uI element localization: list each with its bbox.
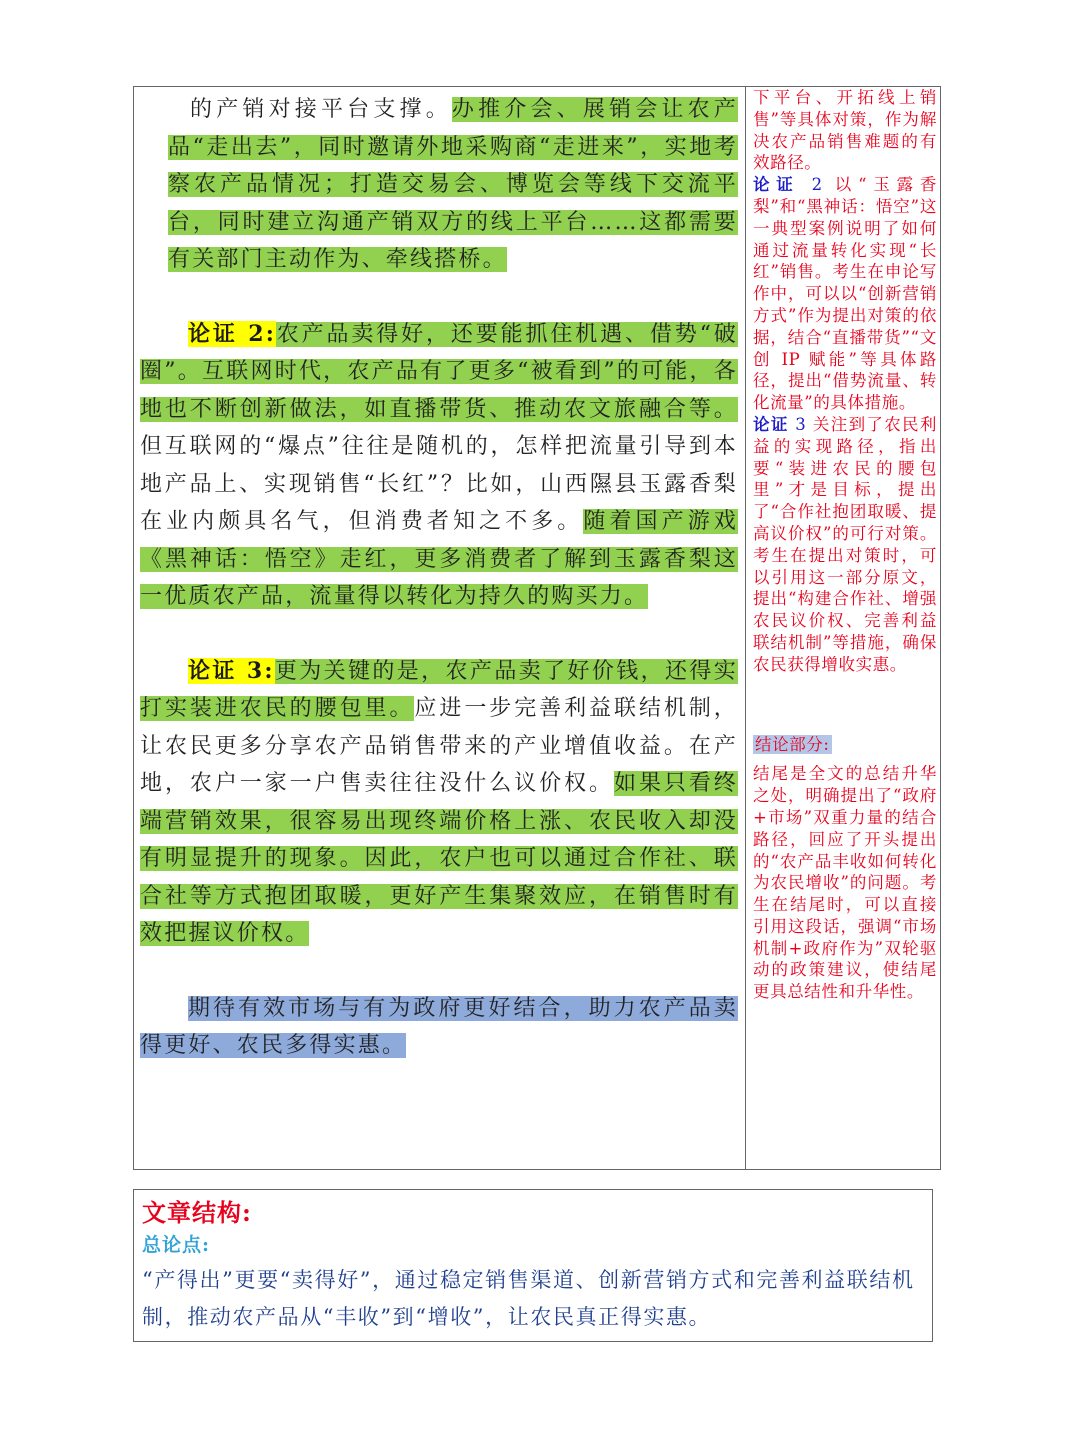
annotation-2-text: 以“玉露香梨”和“黑神话：悟空”这一典型案例说明了如何通过流量转化实现“长红”销售。考生在申论写作中，可以以“创新营销方式”作为提出对策的依据，结合“直播带货”“文创 IP 赋能”等具体路径，提出“借势流量、转化流量”的具体措施。	[753, 175, 937, 413]
essay-paragraph-conclusion	[140, 990, 738, 1065]
annotation-1: 下平台、开拓线上销售”等具体对策，作为解决农产品销售难题的有效路径。	[753, 88, 937, 173]
column-divider	[745, 87, 746, 1169]
p2-green-highlight-2: 随着国产游戏《黑神话：悟空》走红，更多消费者了解到玉露香梨这一优质农产品，流量得以转化为持久的购买力。	[140, 509, 738, 609]
annotation-2-number: 2	[811, 175, 823, 195]
annotation-3-text: 关注到了农民利益的实现路径，指出要“装进农民的腰包里”才是目标，提出了“合作社抱团取暖、提高议价权”的可行对策。考生在提出对策时，可以引用这一部分原文，提出“构建合作社、增强农民议价权、完善利益联结机制”等措施，确保农民获得增收实惠。	[753, 414, 937, 674]
p2-green-highlight-1: 农产品卖得好，还要能抓住机遇、借势“破圈”。互联网时代，农产品有了更多“被看到”的可能，各地也不断创新做法，如直播带货、推动农文旅融合等。	[140, 321, 738, 422]
conclusion-heading-label: 结论部分:	[755, 734, 830, 754]
conclusion-heading	[753, 734, 937, 756]
argument-2-label: 论证 2:	[188, 320, 277, 347]
p4-blue-highlight: 期待有效市场与有为政府更好结合，助力农产品卖得更好、农民多得实惠。	[140, 995, 738, 1058]
essay-paragraph-2	[140, 316, 738, 616]
annotation-3	[753, 414, 937, 676]
annotation-2-label: 论证	[753, 175, 800, 195]
annotation-2	[753, 174, 937, 414]
annotation-3-label: 论证	[753, 414, 789, 434]
essay-annotation-table	[133, 86, 941, 1170]
p1-plain-text: 的产销对接平台支撑。	[190, 97, 452, 122]
annotation-column	[753, 87, 937, 1003]
structure-title: 文章结构:	[142, 1198, 252, 1227]
annotation-3-number: 3	[795, 414, 807, 434]
p3-green-highlight-1: 更为关键的是，农产品卖了好价钱，还得实打实装进农民的腰包里。	[140, 658, 738, 721]
p1-green-highlight: 办推介会、展销会让农产品“走出去”，同时邀请外地采购商“走进来”，实地考察农产品情况；打造交易会、博览会等线下交流平台，同时建立沟通产销双方的线上平台……这都需要有关部门主动作为、牵线搭桥。	[168, 97, 738, 272]
main-thesis-label: 总论点:	[142, 1234, 211, 1256]
argument-3-label: 论证 3:	[188, 657, 275, 684]
essay-paragraph-3	[140, 653, 738, 953]
p3-green-highlight-2: 如果只看终端营销效果，很容易出现终端价格上涨、农民收入却没有明显提升的现象。因此，农户也可以通过合作社、联合社等方式抱团取暖，更好产生集聚效应，在销售时有效把握议价权。	[140, 771, 738, 946]
p2-plain-text: 但互联网的“爆点”往往是随机的，怎样把流量引导到本地产品上、实现销售“长红”？比如，山西隰县玉露香梨在业内颇具名气，但消费者知之不多。	[140, 434, 738, 534]
article-structure-box	[133, 1189, 933, 1342]
conclusion-annotation: 结尾是全文的总结升华之处，明确提出了“政府+市场”双重力量的结合路径，回应了开头提出的“农产品丰收如何转化为农民增收”的问题。考生在结尾时，可以直接引用这段话，强调“市场机制+政府作为”双轮驱动的政策建议，使结尾更具总结性和升华性。	[753, 764, 937, 1002]
essay-paragraph-1	[140, 91, 738, 279]
essay-text-column	[140, 91, 738, 1065]
main-thesis-text: “产得出”更要“卖得好”，通过稳定销售渠道、创新营销方式和完善利益联结机制，推动农产品从“丰收”到“增收”，让农民真正得实惠。	[142, 1268, 915, 1329]
p3-plain-text: 应进一步完善利益联结机制，让农民更多分享农产品销售带来的产业增值收益。在产地，农户一家一户售卖往往没什么议价权。	[140, 696, 738, 796]
